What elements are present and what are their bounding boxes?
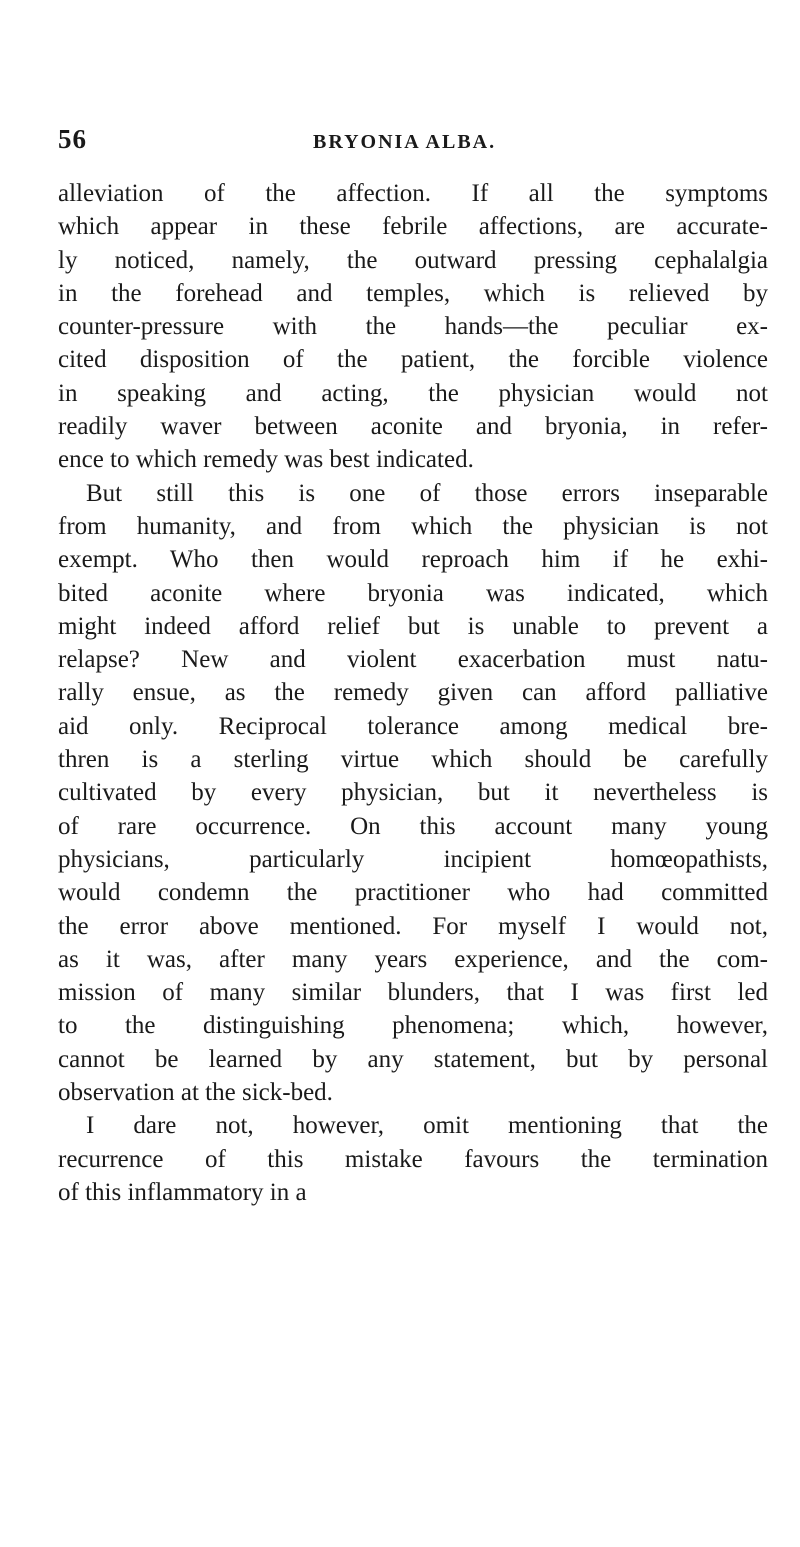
text-line: cannot be learned by any statement, but by personal: [58, 1045, 768, 1073]
text-line: cited disposition of the patient, the forcible violence: [58, 346, 768, 374]
text-line: of rare occurrence. On this account many young: [58, 812, 768, 840]
text-line: of this inflammatory in a: [58, 1178, 307, 1206]
text-line: rally ensue, as the remedy given can afford palliative: [58, 679, 768, 707]
text-line: ence to which remedy was best indicated.: [58, 446, 474, 474]
text-line: cultivated by every physician, but it nevertheless is: [58, 779, 768, 807]
text-line: in speaking and acting, the physician would not: [58, 379, 768, 407]
text-line: relapse? New and violent exacerbation must natu-: [58, 646, 768, 674]
text-line: recurrence of this mistake favours the termination: [58, 1145, 768, 1173]
running-head: BRYONIA ALBA.: [313, 131, 497, 153]
text-line: as it was, after many years experience, and the com-: [58, 945, 768, 973]
text-line: physicians, particularly incipient homœopathists,: [58, 845, 768, 873]
text-line: aid only. Reciprocal tolerance among medical bre-: [58, 712, 768, 740]
body-text: [58, 177, 768, 1209]
page-header: [58, 124, 748, 164]
text-line: bited aconite where bryonia was indicated, which: [58, 579, 768, 607]
text-line: exempt. Who then would reproach him if he exhi-: [58, 546, 768, 574]
text-line: readily waver between aconite and bryonia, in refer-: [58, 413, 768, 441]
text-line: alleviation of the affection. If all the symptoms: [58, 180, 768, 207]
text-line: thren is a sterling virtue which should be carefully: [58, 746, 768, 774]
text-line: mission of many similar blunders, that I was first led: [58, 979, 768, 1007]
text-line: But still this is one of those errors inseparable: [86, 479, 768, 507]
text-line: from humanity, and from which the physician is not: [58, 512, 768, 540]
text-line: would condemn the practitioner who had committed: [58, 879, 768, 907]
text-line: in the forehead and temples, which is relieved by: [58, 279, 768, 307]
text-line: the error above mentioned. For myself I would not,: [58, 912, 768, 940]
text-line: to the distinguishing phenomena; which, however,: [58, 1012, 768, 1040]
page-number: 56: [58, 124, 87, 154]
text-line: which appear in these febrile affections, are accurate-: [58, 213, 768, 241]
text-line: might indeed afford relief but is unable to prevent a: [58, 612, 768, 640]
text-line: counter-pressure with the hands—the peculiar ex-: [58, 313, 768, 341]
text-line: I dare not, however, omit mentioning that the: [86, 1112, 768, 1140]
text-line: ly noticed, namely, the outward pressing cephalalgia: [58, 246, 768, 274]
text-line: observation at the sick-bed.: [58, 1079, 333, 1107]
